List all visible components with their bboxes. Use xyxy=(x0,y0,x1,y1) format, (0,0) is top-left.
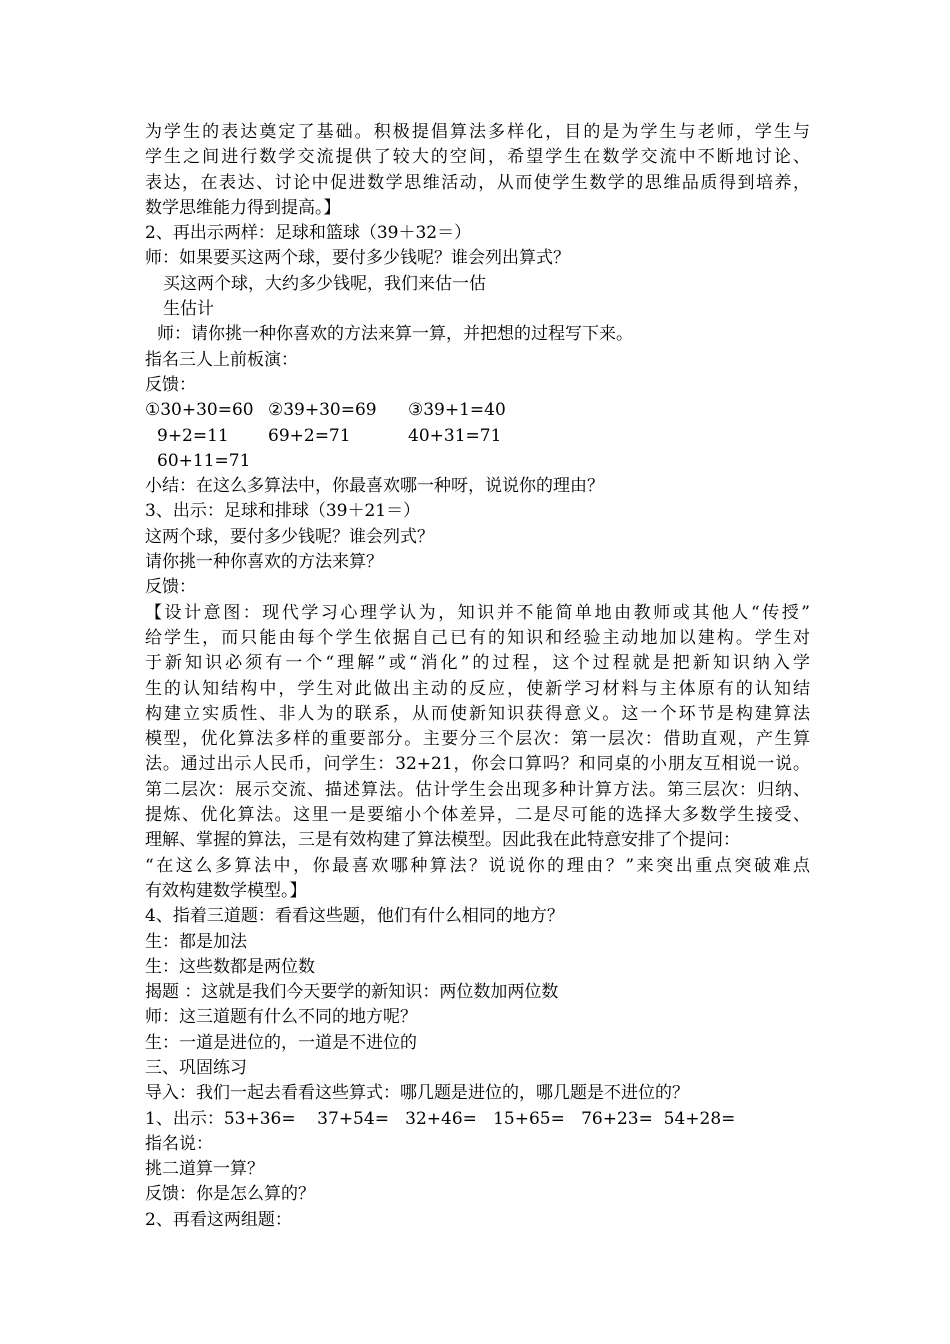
text-line: 指名说： xyxy=(145,1133,213,1154)
text-line: 生：一道是进位的，一道是不进位的 xyxy=(145,1032,417,1053)
method-cell: ①30+30=60 xyxy=(145,400,254,421)
method-cell: ②39+30=69 xyxy=(268,400,377,421)
text-line: 提炼、优化算法。这里一是要缩小个体差异，二是尽可能的选择大多数学生接受、 xyxy=(145,805,810,826)
text-line: 为学生的表达奠定了基础。积极提倡算法多样化，目的是为学生与老师，学生与 xyxy=(145,122,810,142)
text-line: 师：如果要买这两个球，要付多少钱呢？谁会列出算式？ xyxy=(145,248,570,269)
text-line: 1、出示：53+36= 37+54= 32+46= 15+65= 76+23= 54+28= xyxy=(145,1108,736,1129)
method-cell: 40+31=71 xyxy=(408,425,502,446)
document-body xyxy=(145,120,810,1233)
text-line: 3、出示：足球和排球（39＋21＝） xyxy=(145,501,421,522)
text-line: 请你挑一种你喜欢的方法来算？ xyxy=(145,552,383,573)
text-line: 小结：在这么多算法中，你最喜欢哪一种呀，说说你的理由？ xyxy=(145,476,604,497)
text-line: 指名三人上前板演： xyxy=(145,349,298,370)
text-line: 【设计意图：现代学习心理学认为，知识并不能简单地由教师或其他人“传授” xyxy=(145,602,810,623)
text-line: 这两个球，要付多少钱呢？谁会列式？ xyxy=(145,526,434,547)
text-line: 2、再出示两样：足球和篮球（39＋32＝） xyxy=(145,223,472,244)
text-line: “在这么多算法中，你最喜欢哪种算法？说说你的理由？”来突出重点突破难点 xyxy=(145,855,810,876)
text-line: 有效构建数学模型。】 xyxy=(145,880,307,901)
text-line: 理解、掌握的算法，三是有效构建了算法模型。因此我在此特意安排了个提问： xyxy=(145,830,740,851)
text-line: 给学生，而只能由每个学生依据自己已有的知识和经验主动地加以建构。学生对 xyxy=(145,627,810,648)
text-line: 生：这些数都是两位数 xyxy=(145,956,315,977)
text-line: 第二层次：展示交流、描述算法。估计学生会出现多种计算方法。第三层次：归纳、 xyxy=(145,779,810,800)
text-line: 反馈：你是怎么算的？ xyxy=(145,1184,315,1205)
method-cell: 60+11=71 xyxy=(157,450,251,471)
method-cell: 69+2=71 xyxy=(268,425,351,446)
text-line: 构建立实质性、非人为的联系，从而使新知识获得意义。这一个环节是构建算法 xyxy=(145,703,810,724)
text-line: 表达，在表达、讨论中促进数学思维活动，从而使学生数学的思维品质得到培养， xyxy=(145,172,810,193)
text-line: 4、指着三道题：看看这些题，他们有什么相同的地方？ xyxy=(145,906,564,927)
methods-row xyxy=(145,424,810,449)
text-line: 导入：我们一起去看看这些算式：哪几题是进位的，哪几题是不进位的？ xyxy=(145,1083,689,1104)
methods-table xyxy=(145,398,810,474)
text-line: 数学思维能力得到提高。】 xyxy=(145,197,341,218)
text-line: 反馈： xyxy=(145,374,196,395)
text-line: 生：都是加法 xyxy=(145,931,247,952)
text-line: 师：这三道题有什么不同的地方呢？ xyxy=(145,1007,417,1028)
text-line: 于新知识必须有一个“理解”或“消化”的过程，这个过程就是把新知识纳入学 xyxy=(145,653,810,674)
methods-row xyxy=(145,398,810,423)
text-line: 买这两个球，大约多少钱呢，我们来估一估 xyxy=(163,273,486,294)
text-line: 学生之间进行数学交流提供了较大的空间，希望学生在数学交流中不断地讨论、 xyxy=(145,147,810,168)
text-line: 模型，优化算法多样的重要部分。主要分三个层次：第一层次：借助直观，产生算 xyxy=(145,729,810,750)
text-line: 反馈： xyxy=(145,577,196,598)
method-cell: 9+2=11 xyxy=(157,425,229,446)
text-line: 生的认知结构中，学生对此做出主动的反应，使新学习材料与主体原有的认知结 xyxy=(145,678,810,699)
text-line: 法。通过出示人民币，问学生：32+21，你会口算吗？和同桌的小朋友互相说一说。 xyxy=(145,754,810,775)
method-cell: ③39+1=40 xyxy=(408,400,506,421)
section-heading: 三、巩固练习 xyxy=(145,1057,247,1078)
text-line: 挑二道算一算？ xyxy=(145,1159,264,1180)
text-line: 生估计 xyxy=(163,299,214,320)
methods-row xyxy=(145,449,810,474)
paragraph-intro xyxy=(145,120,810,221)
text-line: 师：请你挑一种你喜欢的方法来算一算，并把想的过程写下来。 xyxy=(157,324,633,345)
text-line: 2、再看这两组题： xyxy=(145,1209,292,1230)
text-line: 揭题 ：这就是我们今天要学的新知识：两位数加两位数 xyxy=(145,982,559,1003)
design-intent-paragraph xyxy=(145,601,810,905)
